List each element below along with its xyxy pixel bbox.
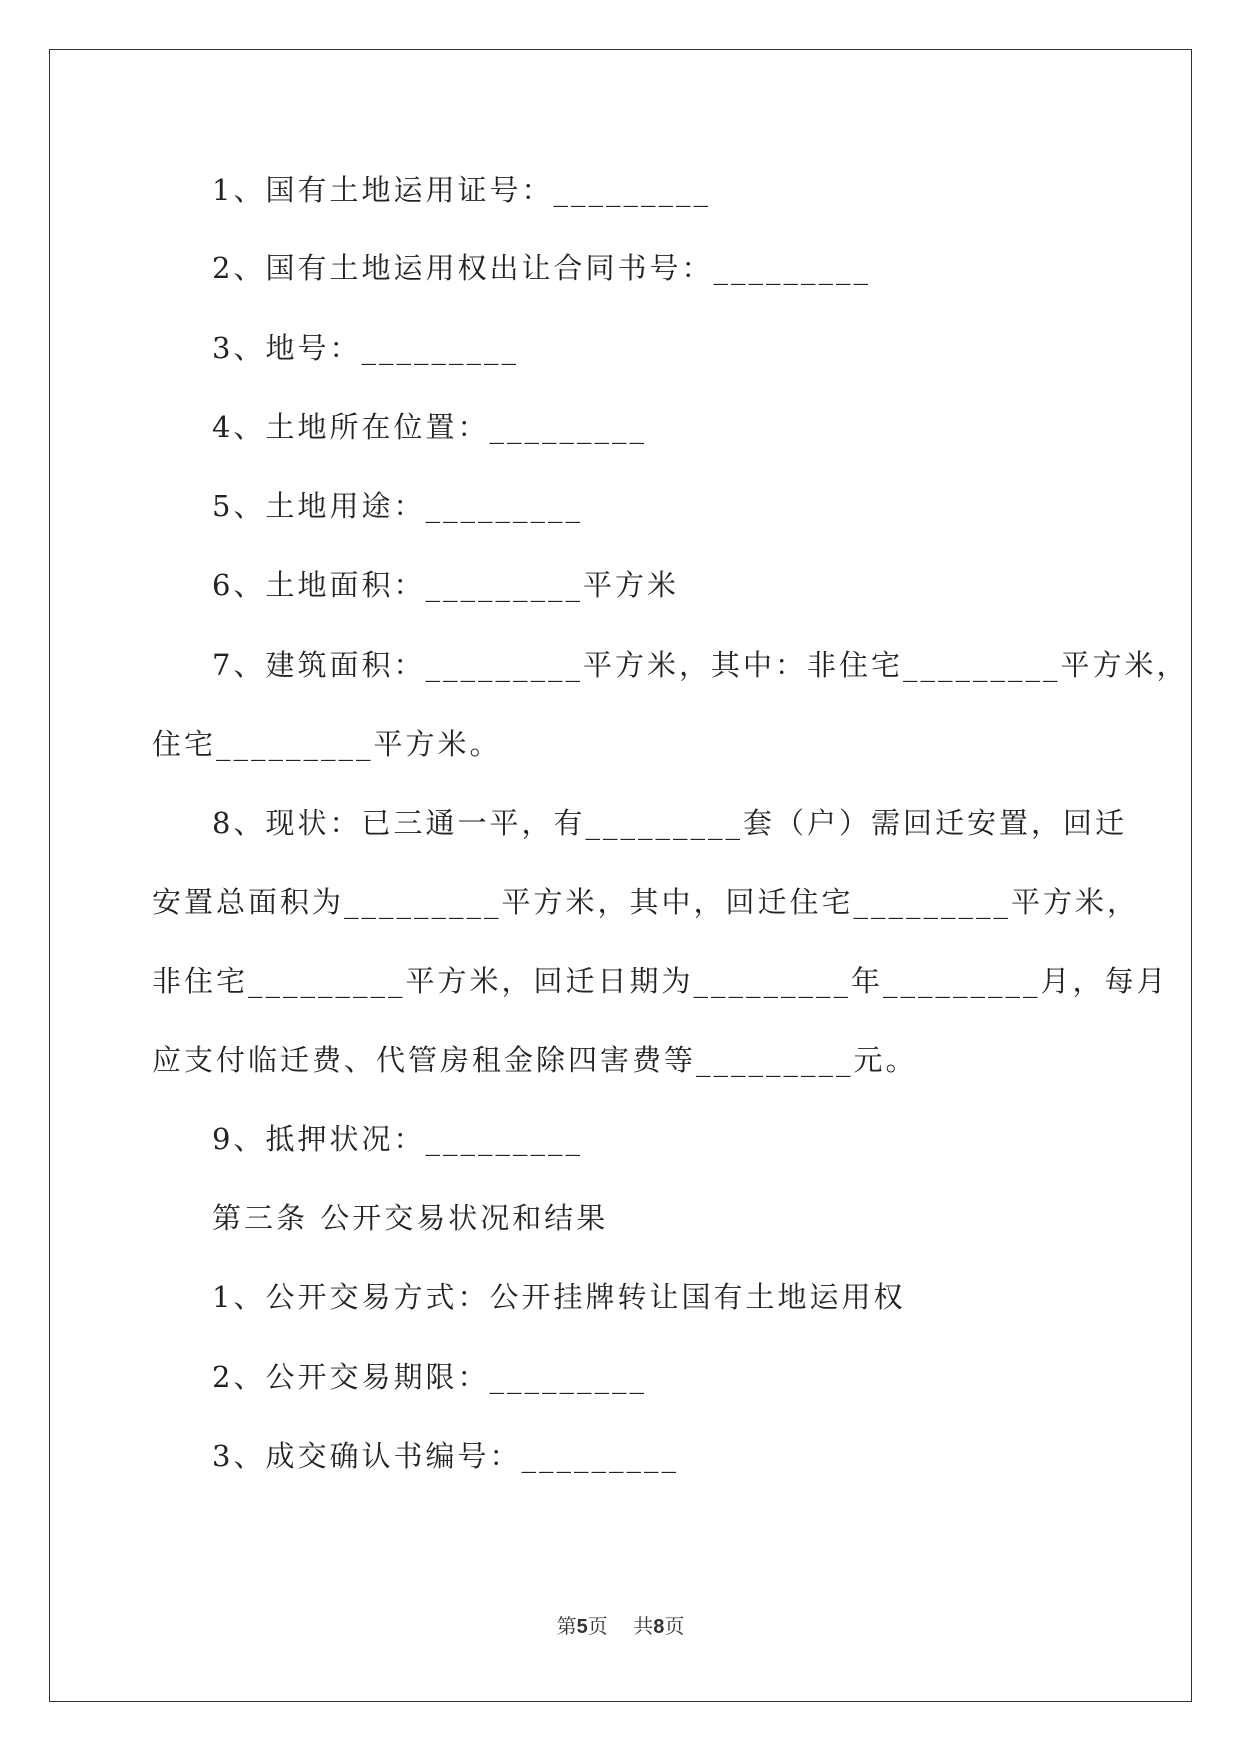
- page-current: 5: [576, 1616, 588, 1638]
- total-label-prefix: 共: [633, 1614, 654, 1638]
- page-footer: [0, 1613, 1241, 1640]
- clause-current-status: 8、现状：已三通一平，有_________套（户）需回迁安置，回迁: [212, 806, 1127, 840]
- clause-current-status-line-4: 应支付临迁费、代管房租金除四害费等_________元。: [152, 1043, 918, 1077]
- clause-current-status-line-3: 非住宅_________平方米，回迁日期为_________年_________月，每月: [152, 964, 1169, 998]
- clause-land-purpose: 5、土地用途：_________: [212, 489, 583, 523]
- page-total: 8: [653, 1616, 665, 1638]
- page-label-prefix: 第: [556, 1614, 577, 1638]
- clause-building-area: 7、建筑面积：_________平方米，其中：非住宅_________平方米，: [212, 648, 1189, 682]
- clause-lot-number: 3、地号：_________: [212, 331, 519, 365]
- clause-land-transfer-contract-number: 2、国有土地运用权出让合同书号：_________: [212, 251, 871, 285]
- clause-mortgage-status: 9、抵押状况：_________: [212, 1122, 583, 1156]
- total-label-suffix: 页: [664, 1614, 685, 1638]
- clause-current-status-line-2: 安置总面积为_________平方米，其中，回迁住宅_________平方米，: [152, 885, 1140, 919]
- clause-land-use-certificate-number: 1、国有土地运用证号：_________: [212, 173, 711, 207]
- clause-confirmation-number: 3、成交确认书编号：_________: [212, 1439, 679, 1473]
- page-label-suffix: 页: [587, 1614, 608, 1638]
- clause-land-location: 4、土地所在位置：_________: [212, 410, 647, 444]
- article-three-heading: 第三条 公开交易状况和结果: [212, 1201, 609, 1235]
- clause-public-transaction-period: 2、公开交易期限：_________: [212, 1360, 647, 1394]
- clause-public-transaction-method: 1、公开交易方式：公开挂牌转让国有土地运用权: [212, 1280, 906, 1314]
- clause-building-area-continued: 住宅_________平方米。: [152, 727, 502, 761]
- clause-land-area: 6、土地面积：_________平方米: [212, 568, 679, 602]
